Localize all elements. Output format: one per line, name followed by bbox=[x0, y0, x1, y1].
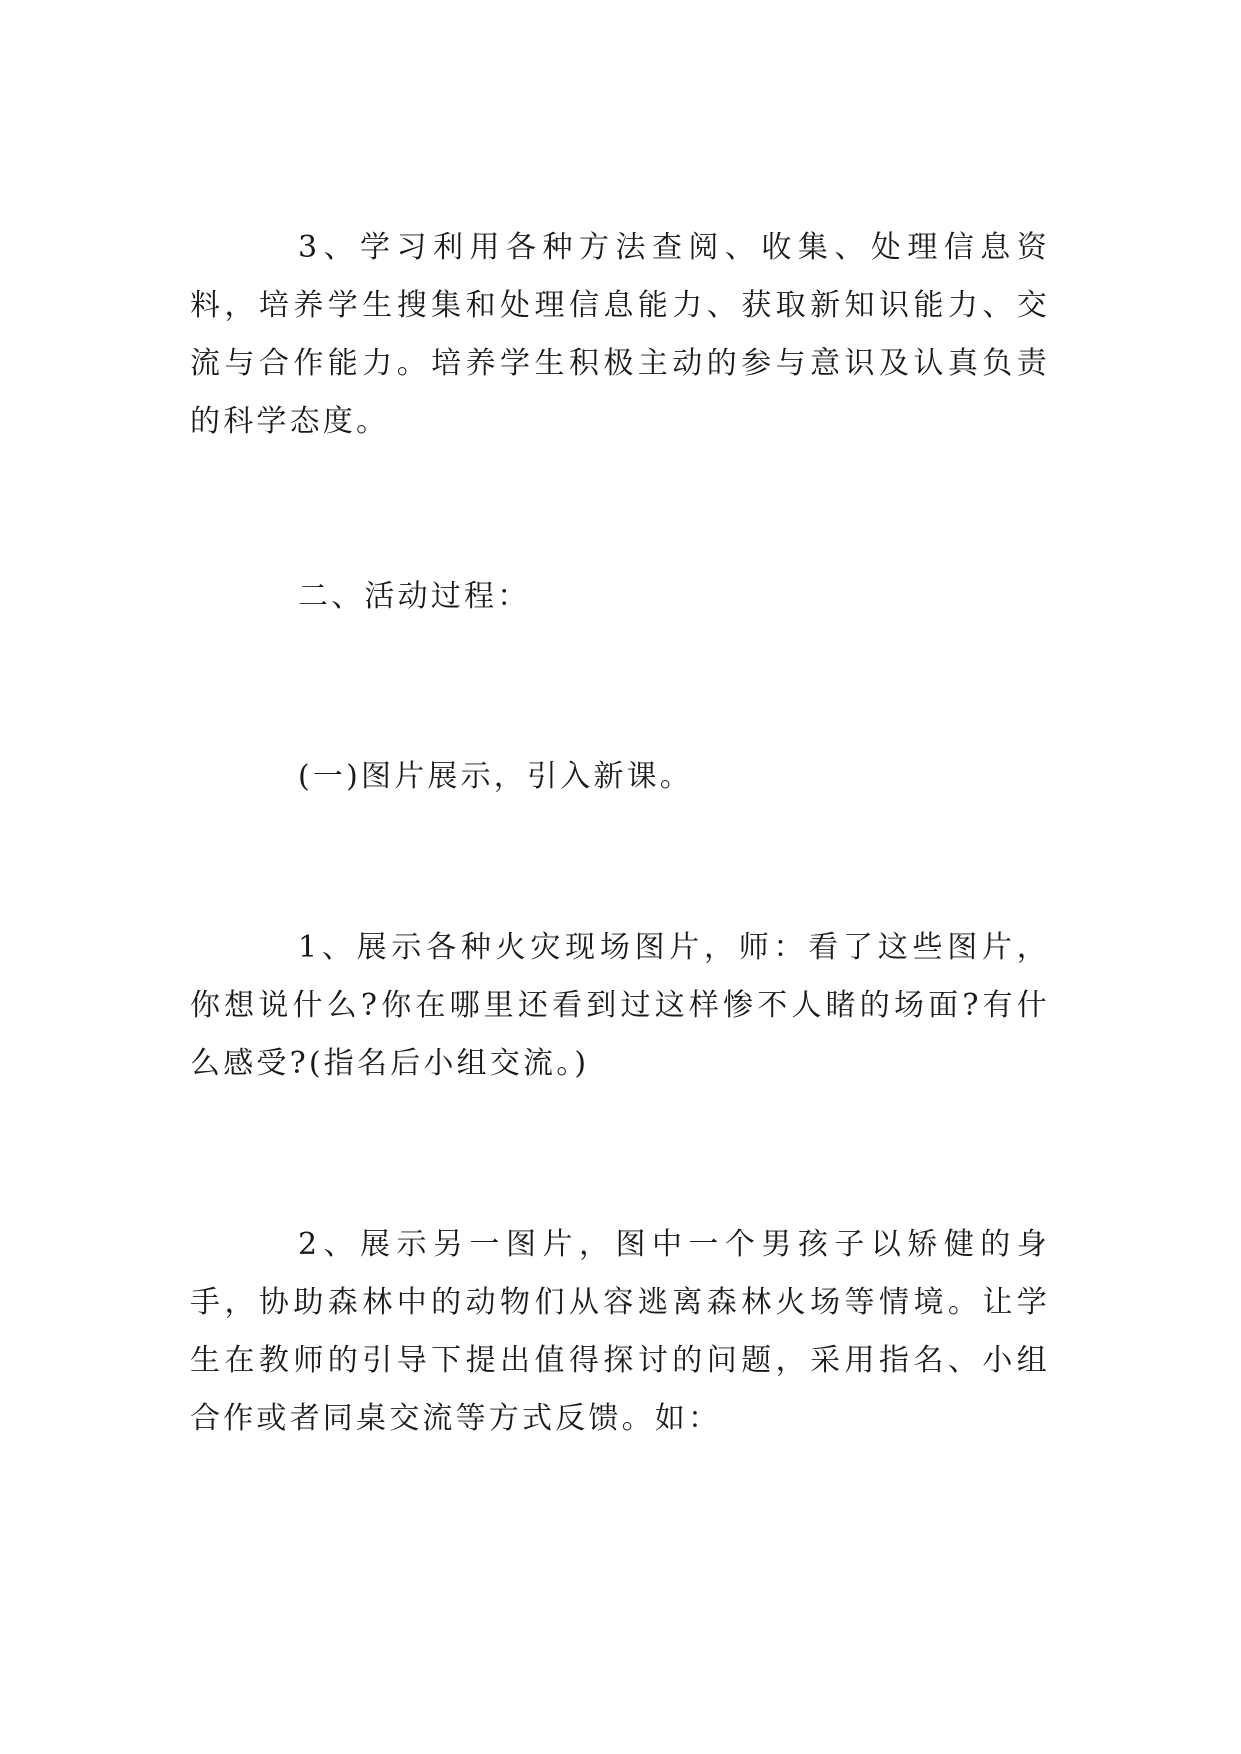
paragraph-step-2: 2、展示另一图片，图中一个男孩子以矫健的身手，协助森林中的动物们从容逃离森林火场等情境。让学生在教师的引导下提出值得探讨的问题，采用指名、小组合作或者同桌交流等方式反馈。如： bbox=[190, 1227, 1050, 1436]
paragraph-objective-3: 3、学习利用各种方法查阅、收集、处理信息资料，培养学生搜集和处理信息能力、获取新知识能力、交流与合作能力。培养学生积极主动的参与意识及认真负责的科学态度。 bbox=[190, 230, 1050, 439]
subsection-heading-picture-intro: (一)图片展示，引入新课。 bbox=[298, 759, 694, 794]
section-heading-activity-process: 二、活动过程： bbox=[298, 579, 531, 614]
paragraph-step-1: 1、展示各种火灾现场图片，师：看了这些图片，你想说什么?你在哪里还看到过这样惨不人睹的场面?有什么感受?(指名后小组交流。) bbox=[190, 930, 1050, 1081]
